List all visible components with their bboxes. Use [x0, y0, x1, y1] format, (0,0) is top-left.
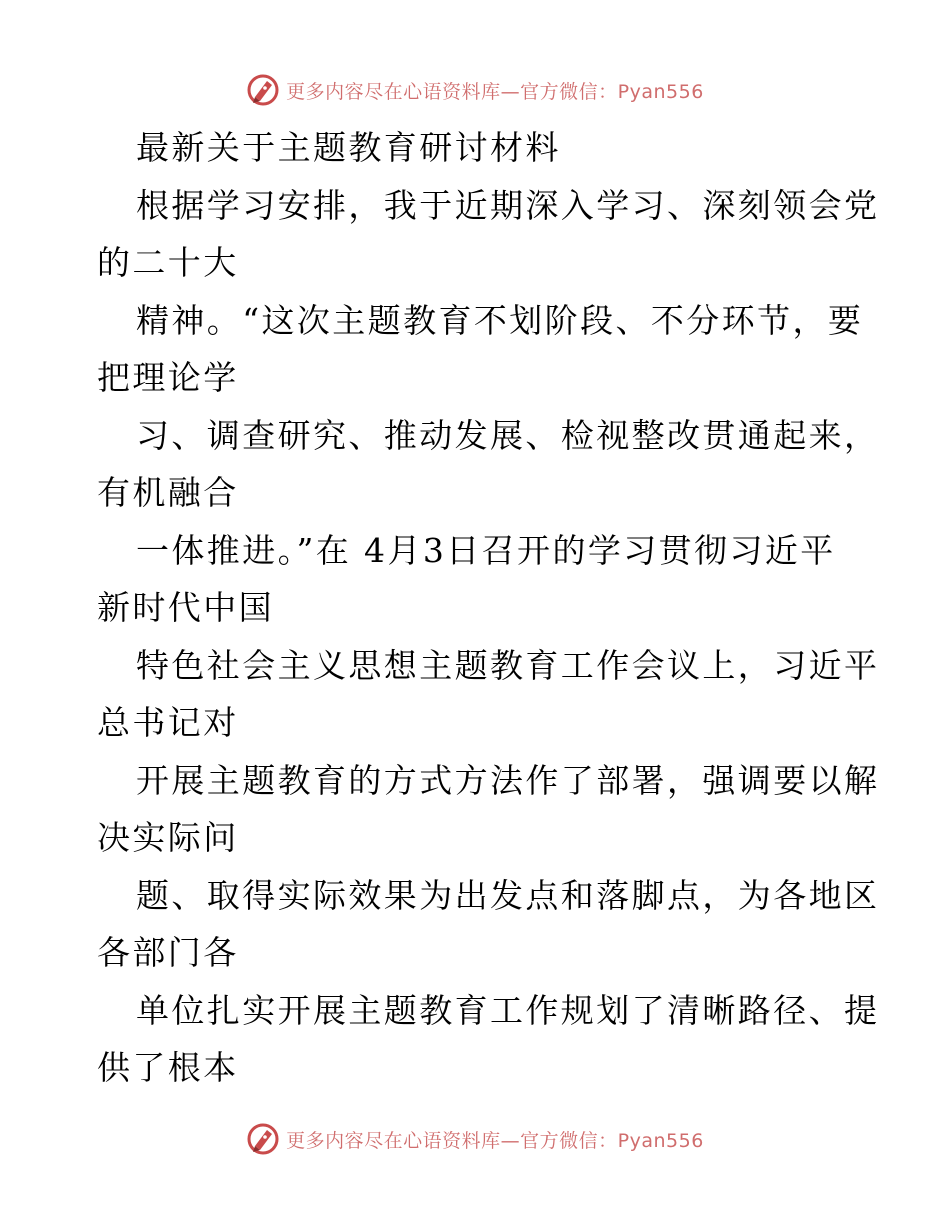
document-title: 最新关于主题教育研讨材料 [136, 128, 561, 167]
paragraph-line: 各部门各 [97, 933, 239, 972]
paragraph-line: 供了根本 [97, 1048, 239, 1087]
paragraph-line: 决实际问 [97, 818, 239, 857]
paragraph-line: 把理论学 [97, 358, 239, 397]
paragraph-line: 一体推进。”在 4月3日召开的学习贯彻习近平 [136, 530, 836, 570]
pen-logo-icon [246, 1122, 280, 1156]
paragraph-line: 习、调查研究、推动发展、检视整改贯通起来， [136, 415, 880, 455]
footer-banner [0, 1117, 950, 1161]
header-banner-text: 更多内容尽在心语资料库—官方微信：Pyan556 [286, 80, 704, 103]
paragraph-line: 根据学习安排，我于近期深入学习、深刻领会党 [136, 185, 880, 225]
paragraph-line: 开展主题教育的方式方法作了部署，强调要以解 [136, 760, 880, 800]
header-banner [0, 68, 950, 112]
paragraph-line: 特色社会主义思想主题教育工作会议上，习近平 [136, 645, 880, 685]
paragraph-line: 新时代中国 [97, 588, 274, 627]
footer-banner-content [246, 1122, 704, 1156]
paragraph-line: 题、取得实际效果为出发点和落脚点，为各地区 [136, 875, 880, 915]
paragraph-line: 精神。“这次主题教育不划阶段、不分环节，要 [136, 300, 864, 340]
paragraph-line: 单位扎实开展主题教育工作规划了清晰路径、提 [136, 990, 880, 1030]
document-body [97, 119, 880, 1097]
header-banner-content [246, 73, 704, 107]
paragraph-line: 的二十大 [97, 243, 239, 282]
footer-banner-text: 更多内容尽在心语资料库—官方微信：Pyan556 [286, 1129, 704, 1152]
pen-logo-icon [246, 73, 280, 107]
paragraph-line: 有机融合 [97, 473, 239, 512]
paragraph-line: 总书记对 [97, 703, 239, 742]
